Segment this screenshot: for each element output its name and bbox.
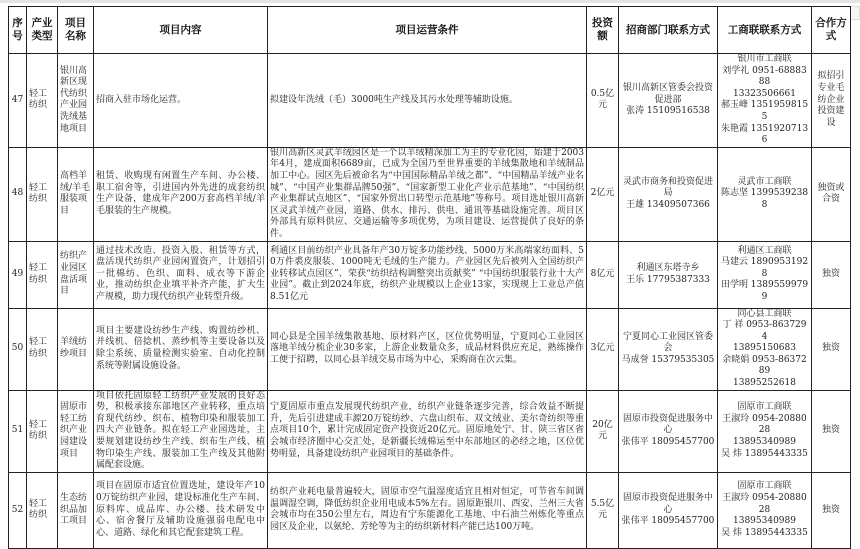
row-number: 48 xyxy=(9,147,27,241)
fic-contact xyxy=(718,390,812,472)
project-name: 羊绒纺纱项目 xyxy=(58,308,94,390)
operating-conditions: 同心县是全国羊绒集散基地、原材料产区，区位优势明显，宁夏同心工业园区落地羊绒分梳企业30多家，上游企业数量众多，成品材料供应充足，熟练操作工便于招聘，以同心县羊绒交易市场为中心，采购商在次云集。 xyxy=(268,308,587,390)
contact-line: 利通区工商联 xyxy=(737,245,792,256)
contact-line: 丁 祥 0953-8637294 xyxy=(722,320,807,342)
header-fic-contact: 工商联联系方式 xyxy=(718,7,812,54)
project-content: 项目依托固原轻工纺织产业发展的良好态势，积极承接东部地区产业转移，重点培育现代纺纱、织布、植物印染和服装加工四大产业链条。拟在轻工产业园选址，主要规划建设纺纱生产线、织布生产线、植物印染生产线、服装加工生产线及其他附属配套设施。 xyxy=(94,390,268,472)
table-row xyxy=(9,147,851,241)
header-investment: 投资额 xyxy=(587,7,619,54)
contact-line: 银川市工商联 xyxy=(737,54,792,64)
investment-contact xyxy=(619,241,718,308)
project-name: 纺织产业园区盘活项目 xyxy=(58,241,94,308)
contact-line: 马建云 18909531928 xyxy=(720,257,809,279)
cooperation-mode: 独资 xyxy=(812,390,851,472)
table-row xyxy=(9,241,851,308)
operating-conditions: 利通区目前纺织产业具备年产30万锭多功能纱线、5000万米高端家纺面料、50万件裘皮服装、1000吨无毛绒的生产能力。产业园区先后被列入全国纺织产业转移试点园区”、荣获“纺织结构调整突出贡献奖” “中国纺织服装行业十大产业园”。截止到2024年底，纺织产业规模以上企业13家，实现规上工业总产值8.51亿元 xyxy=(268,241,587,308)
contact-line: 马成誉 15379535305 xyxy=(621,354,715,365)
investment-amount: 3亿元 xyxy=(587,308,619,390)
fic-contact xyxy=(718,241,812,308)
project-content: 项目在固原市适宜位置选址，建设年产100万锭纺织产业园，建设标准化生产车间、原料库、成品库、办公楼、技术研发中心、宿舍餐厅及辅助设施强弱电配电中心、道路、绿化和其它配套建筑工程。 xyxy=(94,472,268,548)
investment-contact xyxy=(619,472,718,548)
header-investment-contact: 招商部门联系方式 xyxy=(619,7,718,54)
contact-line: 吴 炜 13895443335 xyxy=(721,527,808,538)
project-name: 固原市轻工纺织产业园建设项目 xyxy=(58,390,94,472)
industry-type: 轻工纺织 xyxy=(27,241,58,308)
contact-line: 田学明 13895599799 xyxy=(720,280,809,302)
investment-contact xyxy=(619,147,718,241)
contact-line: 吴 炜 13895443335 xyxy=(721,448,808,459)
row-number: 51 xyxy=(9,390,27,472)
contact-line: 张伟平 18095457700 xyxy=(621,437,715,448)
investment-amount: 20亿元 xyxy=(587,390,619,472)
fic-contact xyxy=(718,472,812,548)
row-number: 49 xyxy=(9,241,27,308)
table-row xyxy=(9,308,851,390)
cooperation-mode: 独资 xyxy=(812,308,851,390)
contact-line: 灵武市商务和投资促进局 xyxy=(622,176,713,199)
contact-line: 郝玉峰 13519598155 xyxy=(720,100,809,122)
contact-line: 陈志坚 13995392388 xyxy=(720,188,809,210)
contact-line: 固原市工商联 xyxy=(737,402,792,413)
contact-line: 余晓娟 0953-8637289 xyxy=(722,354,807,377)
investment-amount: 2亿元 xyxy=(587,147,619,241)
project-content: 项目主要建设纺纱生产线、购置纺纱机、并线机、倍捻机、蒸纱机等主要设备以及除尘系统、质量检测实验室、自动化控制系统等附属设施设备。 xyxy=(94,308,268,390)
contact-line: 13323506661 xyxy=(733,88,796,99)
contact-line: 朱艳霞 13519207136 xyxy=(720,123,809,146)
contact-line: 刘学礼 0951-6888388 xyxy=(722,65,807,88)
scrollbar[interactable] xyxy=(850,6,860,20)
investment-contact xyxy=(619,54,718,148)
contact-line: 王乐 17795387333 xyxy=(626,274,710,285)
contact-line: 王淑玲 0954-2088028 xyxy=(722,492,807,515)
fic-contact xyxy=(718,54,812,148)
header-operating-conditions: 项目运营条件 xyxy=(268,7,587,54)
header-no: 序号 xyxy=(9,7,27,54)
cooperation-mode: 拟招引专业毛纺企业投资建设 xyxy=(812,54,851,148)
industry-type: 轻工纺织 xyxy=(27,147,58,241)
investment-projects-table xyxy=(8,6,851,549)
contact-line: 固原市投资促进服务中心 xyxy=(622,413,713,436)
row-number: 52 xyxy=(9,472,27,548)
contact-line: 灵武市工商联 xyxy=(737,176,792,187)
project-name: 高档羊绒/羊毛服装项目 xyxy=(58,147,94,241)
industry-type: 轻工纺织 xyxy=(27,54,58,148)
top-bar xyxy=(0,0,860,3)
contact-line: 13895150683 xyxy=(733,343,796,354)
investment-amount: 0.5亿元 xyxy=(587,54,619,148)
header-cooperation: 合作方式 xyxy=(812,7,851,54)
table-row xyxy=(9,54,851,148)
header-row xyxy=(9,7,851,54)
contact-line: 同心县工商联 xyxy=(737,308,792,319)
contact-line: 王淑玲 0954-2088028 xyxy=(722,413,807,436)
operating-conditions: 宁夏固原市重点发展现代纺织产业，纺织产业链条逐步完善，综合效益不断提升，先后引进建成丰源20万锭纺纱、六盘山织布、双文绒业、美尔奇纺织等重点项目10个，累计完成固定资产投资近20亿元。固原地处宁、甘、陕三省区省会城市经济圈中心交汇处，是新疆长绒棉运至中东部地区的必经之地，区位优势明显，具备建设纺织产业园项目的基础条件。 xyxy=(268,390,587,472)
project-name: 生态纺织品加工项目 xyxy=(58,472,94,548)
project-name: 银川高新区现代纺织产业园洗绒基地项目 xyxy=(58,54,94,148)
cooperation-mode: 独资或合资 xyxy=(812,147,851,241)
cooperation-mode: 独资 xyxy=(812,472,851,548)
table-row xyxy=(9,390,851,472)
table-row xyxy=(9,472,851,548)
contact-line: 张涛 15109516538 xyxy=(626,106,710,117)
fic-contact xyxy=(718,308,812,390)
investment-amount: 8亿元 xyxy=(587,241,619,308)
project-content: 通过技术改造、投资入股、租赁等方式，盘活现代纺织产业园闲置资产，计划招引一批棉纺、色织、面料、成衣等下游企业，推动纺织企业填平补齐产能，扩大生产规模，助力现代纺织产业转型升级。 xyxy=(94,241,268,308)
project-content: 租赁、收购现有闲置生产车间、办公楼、职工宿舍等，引进国内外先进的成套纺织生产设备，建成年产200万套高档羊绒/羊毛服装的生产规模。 xyxy=(94,147,268,241)
project-content: 招商入驻市场化运营。 xyxy=(94,54,268,148)
industry-type: 轻工纺织 xyxy=(27,472,58,548)
industry-type: 轻工纺织 xyxy=(27,308,58,390)
header-industry-type: 产业类型 xyxy=(27,7,58,54)
fic-contact xyxy=(718,147,812,241)
row-number: 50 xyxy=(9,308,27,390)
industry-type: 轻工纺织 xyxy=(27,390,58,472)
contact-line: 13895340989 xyxy=(733,437,796,448)
contact-line: 固原市投资促进服务中心 xyxy=(622,492,713,515)
investment-amount: 5.5亿元 xyxy=(587,472,619,548)
operating-conditions: 拟建设年洗绒（毛）3000吨生产线及其污水处理等辅助设施。 xyxy=(268,54,587,148)
operating-conditions: 银川高新区灵武羊绒园区是一个以羊绒精深加工为主的专业化园，始建于2003年4月，建成面积6689亩，已成为全国乃至世界重要的羊绒集散地和羊绒制品加工中心。园区先后被命名为“中国国际精品羊绒之都”、“中国精品羊绒产业名城”、“中国产业集群品牌50强”、“国家新型工业化产业示范基地”、“中国纺织产业集群试点地区”、“国家外贸出口转型示范基地”等称号。项目选址银川高新区灵武羊绒产业园，道路、供水、排污、供电、通讯等基础设施完善。项目区外部具有原料供应、交通运输等多项优势，为项目建设、运营提供了良好的条件。 xyxy=(268,147,587,241)
header-project-content: 项目内容 xyxy=(94,7,268,54)
contact-line: 宁夏同心工业园区管委会 xyxy=(622,331,713,354)
contact-line: 张伟平 18095457700 xyxy=(621,516,715,527)
investment-contact xyxy=(619,390,718,472)
contact-line: 13895340989 xyxy=(733,516,796,527)
contact-line: 王雄 13409507366 xyxy=(626,199,710,210)
header-project-name: 项目名称 xyxy=(58,7,94,54)
contact-line: 13895252618 xyxy=(733,378,796,389)
row-number: 47 xyxy=(9,54,27,148)
contact-line: 利通区东塔寺乡 xyxy=(636,262,700,273)
contact-line: 固原市工商联 xyxy=(737,481,792,492)
operating-conditions: 纺织产业耗电量普遍较大，固原市空气温湿度适宜且相对恒定，可节省车间调温调湿空调，降低纺织企业用电成本5%左右。固原距银川、西安、兰州三大省会城市均在350公里左右，周边有宁东能源化工基地、中石油兰州炼化等重点园区及企业，以氨纶、芳纶等为主的纺织新材料产能已达100万吨。 xyxy=(268,472,587,548)
contact-line: 银川高新区管委会投资促进部 xyxy=(622,82,713,105)
investment-contact xyxy=(619,308,718,390)
cooperation-mode: 独资 xyxy=(812,241,851,308)
